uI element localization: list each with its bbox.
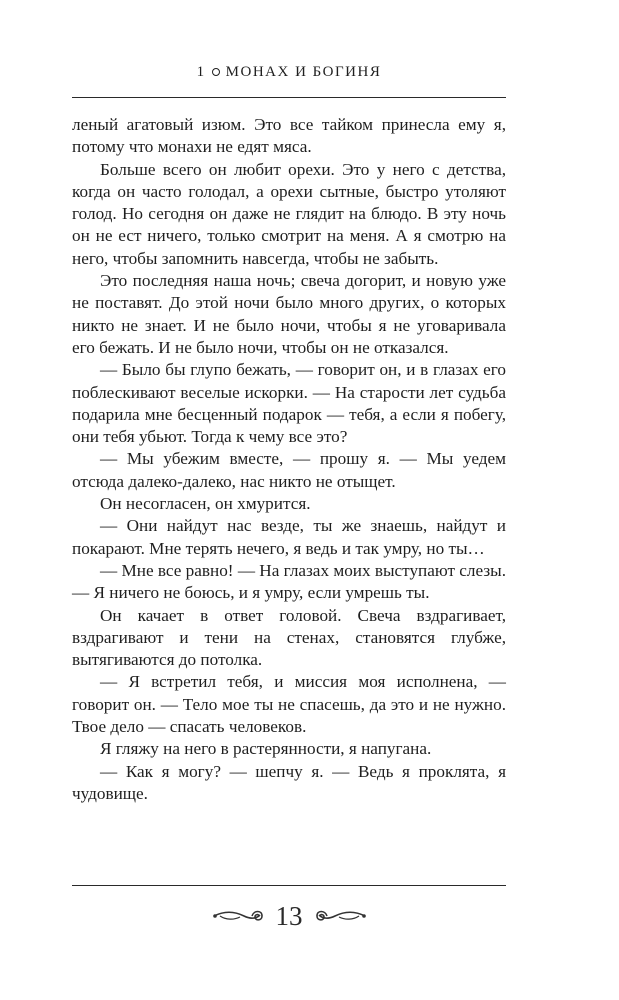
running-header bbox=[72, 64, 506, 81]
paragraph: Он качает в ответ головой. Свеча вздрагивает, вздрагивают и тени на стенах, становятся глубже, вытягиваются до потолка. bbox=[72, 605, 506, 670]
paragraph: Больше всего он любит орехи. Это у него с детства, когда он часто голодал, а орехи сытные, быстро утоляют голод. Но сегодня он даже не глядит на блюдо. В эту ночь он не ест ничего, только смотрит на меня. А я смотрю на него, чтобы запомнить навсегда, чтобы не забыть. bbox=[72, 159, 506, 268]
paragraph: — Мы убежим вместе, — прошу я. — Мы уедем отсюда далеко-далеко, нас никто не отыщет. bbox=[72, 449, 506, 491]
bullet-separator-icon bbox=[212, 68, 220, 76]
paragraph: Я гляжу на него в растерянности, я напугана. bbox=[100, 739, 432, 759]
paragraph: — Было бы глупо бежать, — говорит он, и в глазах его поблескивают веселые искорки. — На старости лет судьба подарила мне бесценный подарок — тебя, а если я побегу, они тебя убьют. Тогда к чему все это? bbox=[72, 360, 506, 447]
page-number: 13 bbox=[275, 900, 303, 931]
body-text bbox=[72, 114, 506, 805]
paragraph: Это последняя наша ночь; свеча догорит, и новую уже не поставят. До этой ночи было много других, о которых никто не знает. И не было ночи, чтобы я не уговаривала его бежать. И не было ночи, чтобы он не отказался. bbox=[72, 271, 506, 357]
paragraph: — Как я могу? — шепчу я. — Ведь я проклята, я чудовище. bbox=[72, 761, 506, 803]
paragraph: Он несогласен, он хмурится. bbox=[100, 494, 311, 514]
chapter-number: 1 bbox=[196, 64, 206, 80]
paragraph: — Я встретил тебя, и миссия моя исполнена, — говорит он. — Тело мое ты не спасешь, да это и не нужно. Твое дело — спасать человеков. bbox=[72, 672, 506, 737]
left-flourish-icon bbox=[212, 907, 264, 925]
header-rule bbox=[72, 97, 506, 98]
chapter-title: МОНАХ И БОГИНЯ bbox=[225, 64, 382, 80]
page-footer bbox=[72, 898, 506, 934]
right-flourish-icon bbox=[315, 907, 367, 925]
footer-rule bbox=[72, 885, 506, 886]
paragraph: — Они найдут нас везде, ты же знаешь, найдут и покарают. Мне терять нечего, я ведь и так умру, но ты… bbox=[72, 516, 506, 558]
paragraph: леный агатовый изюм. Это все тайком принесла ему я, потому что монахи не едят мяса. bbox=[72, 115, 506, 157]
paragraph: — Мне все равно! — На глазах моих выступают слезы. — Я ничего не боюсь, и я умру, если умрешь ты. bbox=[72, 560, 506, 603]
